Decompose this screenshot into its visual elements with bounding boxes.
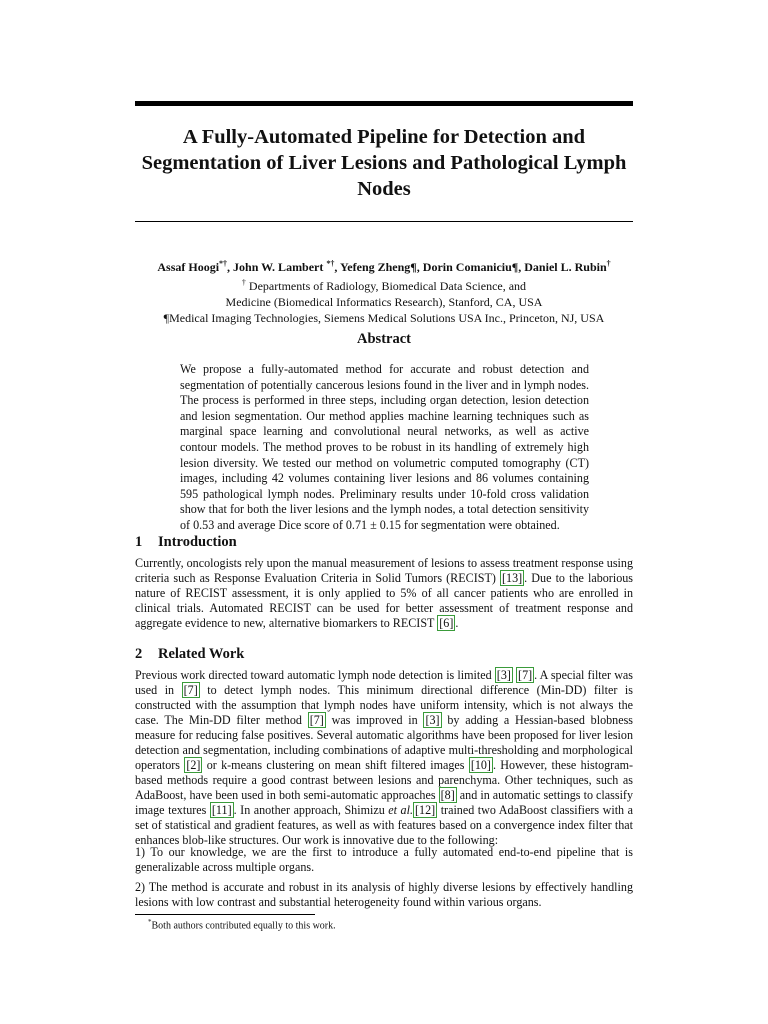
citation-link[interactable]: [8] [440,788,455,802]
affiliation-mark: † [241,278,246,287]
related-work-paragraph: Previous work directed toward automatic lymph node detection is limited [3] [7] . A special filter was used in [7] to detect lymph nodes. This minimum directional difference (Min-DD) filter is constructed with the assumption that lymph nodes have uniform intensity, which is not always the case. The Min-DD filter method [7] was improved in [3] by adding a Hessian-based blobness measure for reducing false positives. Several automatic algorithms have been proposed for liver lesion detection and segmentation, including combinations of adaptive multi-thresholding and morphological operators [2] or k-means clustering on mean shift filtered images [10] . However, these histogram-based methods require a good contrast between lesions and parenchyma. Other techniques, such as AdaBoost, have been used in both semi-automatic approaches [8] and in automatic settings to classify image textures [11] . In another approach, Shimizu et al. [12] trained two AdaBoost classifiers with a set of statistical and gradient features, as well as with features based on a convergence index filter that enhances blob-like structures. Our work is innovative due to the following: [135,668,634,847]
contribution-item-1: 1) To our knowledge, we are the first to introduce a fully automated end-to-end pipeline that is generalizable across multiple organs. [135,845,633,874]
footnote [148,918,336,931]
citation-link[interactable]: [7] [309,713,324,727]
affiliation-line: Medicine (Biomedical Informatics Research), Stanford, CA, USA [225,295,543,309]
citation-link[interactable]: [3] [425,713,440,727]
citation-link[interactable]: [3] [496,668,511,682]
abstract-heading: Abstract [357,331,411,347]
citation-link[interactable]: [7] [518,668,533,682]
affiliation-line: † Departments of Radiology, Biomedical Data Science, and [241,278,527,293]
title-bottom-rule [135,221,633,222]
section-heading-related-work [135,646,633,663]
title-top-rule [135,101,633,106]
section-number: 2 [135,646,143,662]
affiliation-line: ¶Medical Imaging Technologies, Siemens Medical Solutions USA Inc., Princeton, NJ, USA [163,311,605,325]
citation-link[interactable]: [12] [415,803,436,817]
citation-link[interactable]: [6] [439,616,454,630]
footnote-text: Both authors contributed equally to this work. [151,920,336,932]
author-name: Yefeng Zheng¶ [339,260,417,274]
author-list: Assaf Hoogi*†, John W. Lambert *†, Yefeng Zheng¶, Dorin Comaniciu¶, Daniel L. Rubin† [157,259,611,274]
section-heading-introduction [135,534,633,551]
author-mark: *† [326,259,335,268]
section-title: Related Work [158,646,245,662]
citation-link[interactable]: [13] [502,571,523,585]
contribution-item-2: 2) The method is accurate and robust in its analysis of highly diverse lesions by effectively handling lesions with low contrast and substantial heterogeneity found within various organs. [135,880,633,909]
author-name: Daniel L. Rubin [524,260,607,274]
paper-title: A Fully-Automated Pipeline for Detection and Segmentation of Liver Lesions and Pathological Lymph Nodes [141,126,627,200]
citation-link[interactable]: [2] [186,758,201,772]
section-number: 1 [135,534,143,550]
citation-link[interactable]: [10] [470,758,491,772]
citation-link[interactable]: [11] [211,803,232,817]
abstract-text: We propose a fully-automated method for accurate and robust detection and segmentation of potentially cancerous lesions found in the liver and in lymph nodes. The process is performed in three steps, including organ detection, lesion detection and lesion segmentation. Our method applies machine learning techniques such as marginal space learning and convolutional neural networks, as well as active contour models. The method proves to be robust in its handling of extremely high lesion diversity. We tested our method on volumetric computed tomography (CT) images, including 42 volumes containing liver lesions and 86 volumes containing 595 pathological lymph nodes. Preliminary results under 10-fold cross validation show that for both the liver lesions and the lymph nodes, a total detection sensitivity of 0.53 and average Dice score of 0.71 ± 0.15 for segmentation were obtained. [180,362,589,532]
author-name: John W. Lambert [233,260,324,274]
section-title: Introduction [158,534,237,550]
author-mark: † [606,259,611,268]
footnote-rule [135,914,315,915]
introduction-paragraph: Currently, oncologists rely upon the manual measurement of lesions to assess treatment response using criteria such as Response Evaluation Criteria in Solid Tumors (RECIST) [13] . Due to the laborious nature of RECIST assessment, it is only applied to 5% of all cancer patients who are enrolled in clinical trials. Automated RECIST can be used for better assessment of treatment response and aggregate evidence to new, alternative biomarkers to RECIST [6] . [135,556,633,630]
author-mark: *† [219,259,228,268]
author-name: Dorin Comaniciu¶ [422,260,519,274]
citation-link[interactable]: [7] [183,683,198,697]
author-name: Assaf Hoogi [157,260,220,274]
footnote-mark: * [148,918,152,926]
author-block [100,256,668,326]
